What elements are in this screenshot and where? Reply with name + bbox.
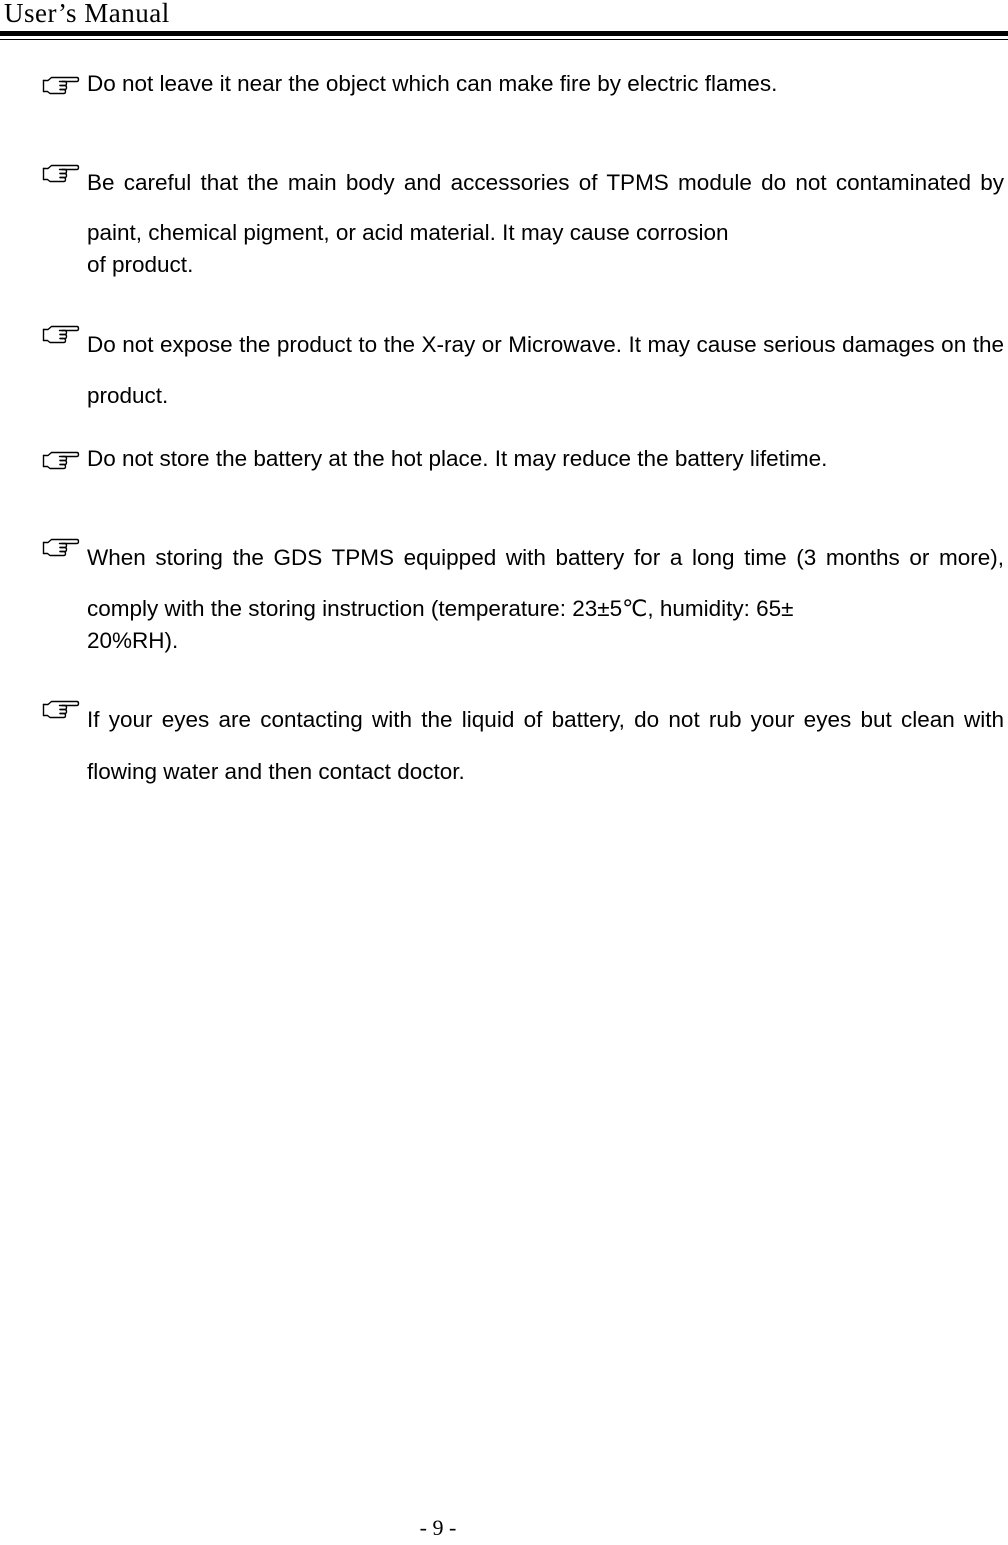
caution-text-main: Be careful that the main body and accessories of TPMS module do not contaminated by paint, chemical pigment, or acid material. It may cause corrosion [87,170,1004,245]
caution-item [42,532,1004,656]
caution-item [42,70,1004,98]
pointing-hand-icon [42,698,80,722]
header-title: User’s Manual [4,0,170,28]
page-number: - 9 - [419,1515,457,1540]
pointing-hand-icon [42,162,80,186]
caution-item [42,694,1004,798]
caution-text-tail: 20%RH). [87,628,179,653]
pointing-hand-icon [42,449,80,473]
caution-text: Do not expose the product to the X-ray or Microwave. It may cause serious damages on the product. [87,332,1004,408]
caution-text: Do not leave it near the object which can make fire by electric flames. [87,71,778,96]
caution-item [42,319,1004,421]
pointing-hand-icon [42,74,80,98]
pointing-hand-icon [42,323,80,347]
caution-item [42,445,1004,473]
caution-text: Do not store the battery at the hot place. It may reduce the battery lifetime. [87,446,828,471]
pointing-hand-icon [42,536,80,560]
caution-item [42,158,1004,280]
caution-text [87,158,1004,280]
caution-text-tail: of product. [87,252,194,277]
caution-text-main: When storing the GDS TPMS equipped with battery for a long time (3 months or more), comply with the storing instruction (temperature: 23±5℃, humidity: 65± [87,545,1004,621]
caution-list [42,0,1004,1545]
caution-text: If your eyes are contacting with the liquid of battery, do not rub your eyes but clean with flowing water and then contact doctor. [87,707,1004,784]
caution-text [87,532,1004,656]
